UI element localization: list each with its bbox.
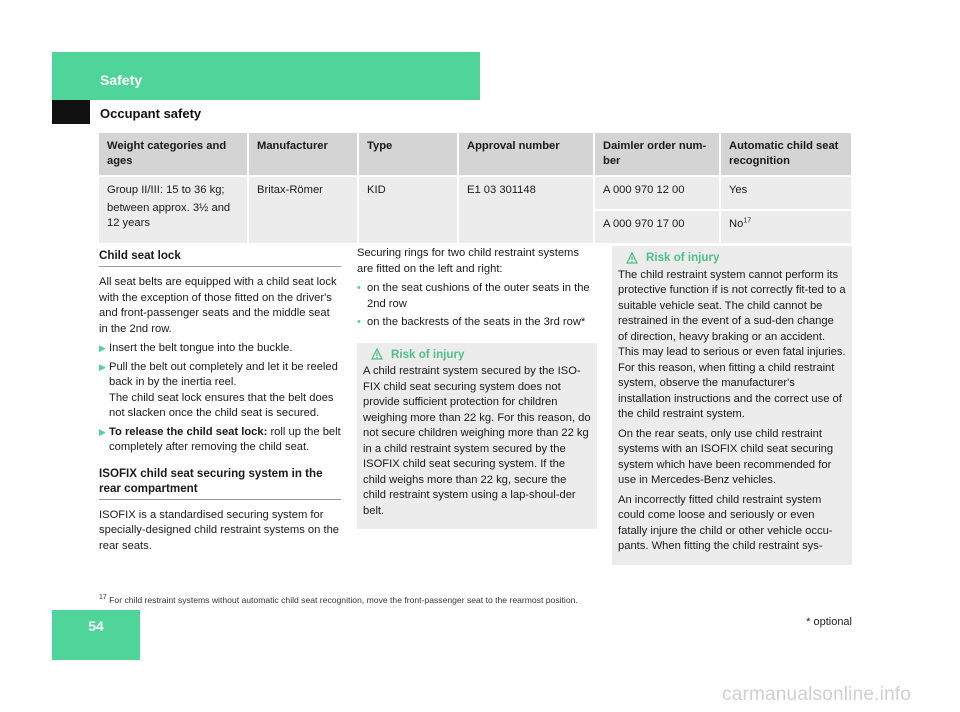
cell-recognition-1: Yes	[721, 177, 853, 211]
header-approval: Approval number	[459, 133, 595, 177]
step-3-bold: To release the child seat lock:	[109, 425, 268, 438]
step-3-text	[109, 425, 341, 456]
warning-text: A child restraint system secured by the ISO-FIX child seat securing system does not provide sufficient protection for children weighing more than 22 kg. For this reason, do not secure children weighing more than 22 kg in a child restraint system secured by the ISOFIX child seat securing system. If the child weighs more than 22 kg, secure the child restraint system using a lap-shoul-der belt.	[363, 365, 591, 517]
cell-weight	[99, 177, 249, 245]
footnote-text: For child restraint systems without automatic child seat recognition, move the front-passenger seat to the rearmost position.	[106, 595, 578, 605]
column-2	[357, 246, 597, 529]
warning-triangle-icon	[626, 252, 638, 264]
warning-title: Risk of injury	[391, 347, 465, 361]
bullet-1-text: on the seat cushions of the outer seats in the 2nd row	[367, 282, 590, 310]
list-item	[357, 315, 597, 331]
child-seat-table	[99, 133, 853, 245]
cell-type: KID	[359, 177, 459, 245]
step-1-text: Insert the belt tongue into the buckle.	[109, 342, 293, 354]
recognition-2-text: No	[729, 218, 744, 230]
heading-isofix: ISOFIX child seat securing system in the rear compartment	[99, 466, 341, 500]
warning-paragraph-2: On the rear seats, only use child restraint systems with an ISOFIX child seat securing system which have been recommended for use in Mercedes-Benz vehicles.	[618, 427, 834, 486]
weight-line-2: between approx. 3½ and 12 years	[107, 202, 231, 229]
list-item	[357, 281, 597, 312]
cell-approval: E1 03 301148	[459, 177, 595, 245]
header-weight: Weight categories and ages	[99, 133, 249, 177]
child-seat-lock-intro: All seat belts are equipped with a child seat lock with the exception of those fitted on the driver's and front-passenger seats and the middle seat in the 2nd row.	[99, 276, 337, 335]
warning-header	[363, 347, 591, 363]
header-manufacturer: Manufacturer	[249, 133, 359, 177]
watermark: carmanualsonline.info	[722, 684, 912, 705]
cell-manufacturer: Britax-Römer	[249, 177, 359, 245]
isofix-text: ISOFIX is a standardised securing system for specially-designed child restraint systems on the rear seats.	[99, 508, 340, 552]
header-recognition: Automatic child seat recognition	[721, 133, 853, 177]
triangle-right-icon: ▶	[99, 361, 106, 372]
page-number: 54	[88, 618, 104, 634]
step-2	[99, 360, 341, 422]
step-3-rest: roll up the belt completely after removing the child seat.	[109, 425, 341, 453]
triangle-right-icon: ▶	[99, 426, 106, 437]
warning-header	[618, 250, 846, 266]
warning-title: Risk of injury	[646, 251, 720, 264]
bullet-2-text: on the backrests of the seats in the 3rd row*	[367, 316, 586, 328]
cell-order-2: A 000 970 17 00	[595, 211, 721, 245]
cell-order-1: A 000 970 12 00	[595, 177, 721, 211]
securing-rings-intro: Securing rings for two child restraint systems are fitted on the left and right:	[357, 247, 579, 275]
bullet-dot-icon: •	[357, 282, 361, 294]
warning-box-fitting	[612, 246, 852, 565]
step-3	[99, 425, 341, 456]
header-order-number: Daimler order num-ber	[595, 133, 721, 177]
warning-box-isofix	[357, 343, 597, 530]
heading-child-seat-lock: Child seat lock	[99, 248, 341, 267]
column-1	[99, 248, 341, 558]
cell-recognition-2	[721, 211, 853, 245]
warning-paragraph-1: The child restraint system cannot perform its protective function if is not correctly fit-ted to a suitable vehicle seat. The child cannot be restrained in the event of a sud-den change of direction, heavy braking or an accident. This may lead to serious or even fatal injuries. For this reason, when fitting a child restraint system, observe the manufacturer's installation instructions and the correct use of the child restraint system.	[618, 268, 846, 420]
table-row	[99, 177, 853, 211]
footnote	[99, 595, 859, 605]
section-title: Safety	[100, 72, 143, 88]
table-header-row	[99, 133, 853, 177]
subsection-title: Occupant safety	[100, 106, 202, 121]
header-type: Type	[359, 133, 459, 177]
weight-line-1: Group II/III: 15 to 36 kg;	[107, 184, 225, 196]
triangle-right-icon: ▶	[99, 343, 106, 353]
optional-note: * optional	[806, 616, 852, 628]
column-3	[612, 246, 852, 565]
footnote-ref-17: 17	[743, 217, 752, 225]
warning-triangle-icon	[371, 348, 383, 360]
bullet-dot-icon: •	[357, 316, 361, 328]
step-1	[99, 341, 341, 357]
footnote-number: 17	[99, 594, 107, 602]
subsection-marker	[52, 100, 90, 124]
step-2-text-a: Pull the belt out completely and let it be reeled back in by the inertia reel.	[109, 360, 338, 388]
step-2-text-b: The child seat lock ensures that the belt does not slacken once the child seat is secured.	[109, 391, 334, 419]
warning-paragraph-3: An incorrectly fitted child restraint system could come loose and seriously or even fatally injure the child or other vehicle occu-pants. When fitting the child restraint sys-	[618, 493, 833, 552]
